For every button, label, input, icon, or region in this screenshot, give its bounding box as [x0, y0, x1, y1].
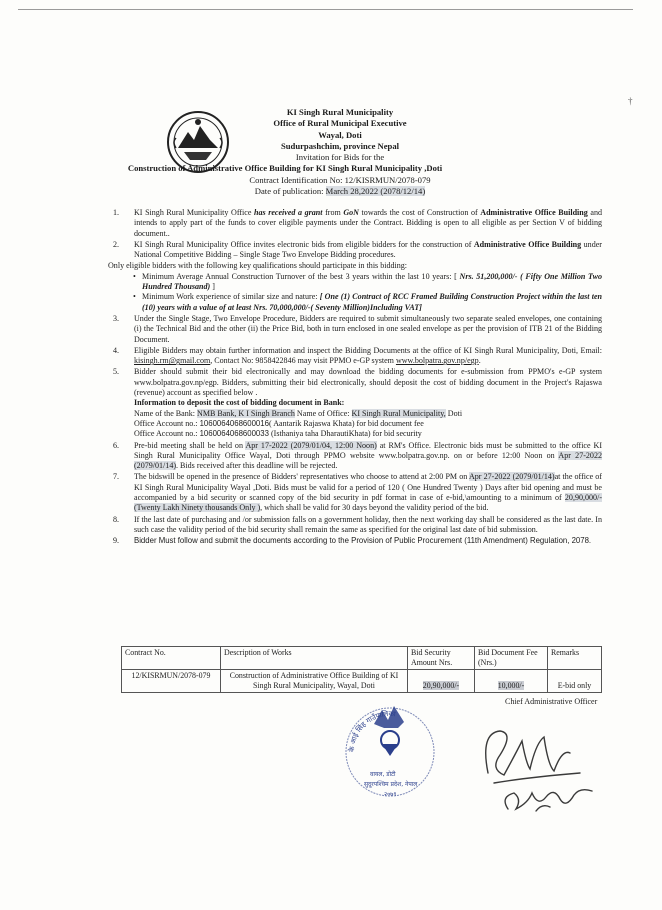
item-text-bold: Administrative Office Building — [480, 208, 588, 217]
item-text: Pre-bid meeting shall be held on — [134, 440, 246, 450]
deadline-date: Apr 27-2022 (2079/01/14) — [134, 450, 602, 471]
province-name: Sudurpashchim, province Nepal — [280, 140, 400, 151]
svg-text:सुदूरपश्चिम प्रदेश, नेपाल: सुदूरपश्चिम प्रदेश, नेपाल — [364, 781, 418, 788]
list-item — [108, 314, 602, 345]
notice-items — [108, 208, 602, 548]
list-item — [108, 346, 602, 367]
item-number: 3. — [113, 313, 120, 323]
publication-date-value: March 28,2022 (2078/12/14) — [325, 186, 426, 197]
invitation-line: Invitation for Bids for the — [295, 152, 385, 163]
item-text: ( Aantarik Rajaswa Khata) for bid document fee — [268, 418, 424, 428]
item-number: 6. — [113, 440, 120, 450]
item-text: Eligible Bidders may obtain further information and inspect the Bidding Documents at the office of KI Singh Rural Municipality, Doti, Email: — [134, 345, 602, 355]
letterhead — [127, 107, 530, 197]
margin-mark: † — [628, 96, 633, 106]
item-text: Minimum Work experience of similar size and nature: — [142, 292, 320, 302]
bid-security-amount: 20,90,000/- (Twenty Lakh Ninety thousands Only ) — [134, 493, 602, 513]
account-number: 1060064068600016 — [199, 418, 269, 428]
official-seal-icon — [340, 700, 440, 800]
contract-identification: Contract Identification No: 12/KISRMUN/2078-079 — [249, 174, 431, 185]
table-row — [122, 670, 602, 693]
table-header: Bid Security Amount Nrs. — [408, 647, 475, 670]
item-text: , Contact No: 9858422846 may visit PPMO e-GP system — [210, 356, 396, 366]
table-header: Remarks — [548, 647, 602, 670]
qualification-intro: Only eligible bidders with the following key qualifications should participate in this bidding: — [108, 261, 408, 271]
list-item — [108, 441, 602, 472]
seal-text: के आई सिंह गाउँपालिका — [347, 709, 396, 753]
item-number: 4. — [113, 345, 120, 355]
item-text: Doti — [445, 408, 463, 418]
table-cell: 12/KISRMUN/2078-079 — [122, 670, 221, 693]
account-number: 1060064068600033 — [199, 429, 269, 439]
item-text: from — [322, 208, 344, 217]
bullet-icon: • — [133, 271, 136, 281]
item-text: . — [478, 356, 481, 366]
list-item — [108, 367, 602, 439]
item-text: Under the Single Stage, Two Envelope Procedure, Bidders are required to submit simultaneously two separate sealed envelopes, one containing (i) the Technical Bid and the other (ii) the Price Bid, both in turn enclosed in one sealed envelope as per the provision of ITB 21 of the Bidding Document. — [134, 313, 602, 344]
bank-name: NMB Bank, K I Singh Branch — [197, 408, 295, 418]
table-header-row — [122, 647, 602, 670]
email-link[interactable]: kisingh.rm@gmail.com — [134, 356, 211, 366]
table-cell: 20,90,000/- — [422, 681, 460, 690]
bank-info-line — [134, 409, 602, 419]
table-header: Bid Document Fee (Nrs.) — [475, 647, 548, 670]
item-text: and intends to apply part of the funds to cover eligible payments under the Contract. Bidding is open to all eligible as per Section V of bidding document.. — [134, 208, 602, 238]
prebid-date: Apr 17-2022 (2079/01/04, 12:00 Noon) — [245, 440, 377, 450]
item-text: under National Competitive Bidding – Single Stage Two Envelope Bidding procedures. — [134, 239, 602, 260]
list-item — [108, 515, 602, 536]
item-text-emphasis: [ One (1) Contract of RCC Framed Building Construction Project within the last ten (10) years with a value of at least Nrs. 70,000,000/-( Seventy Million)Including VAT] — [142, 292, 602, 312]
office-name-value: KI Singh Rural Municipality, — [351, 408, 446, 418]
item-text: Office Account no.: — [134, 429, 200, 439]
account-line — [134, 419, 602, 429]
item-text: towards the cost of Construction of — [358, 208, 481, 217]
item-text: , which shall be valid for 30 days beyond the validity period of the bid. — [260, 503, 489, 513]
svg-text:२०७९: २०७९ — [384, 791, 397, 798]
item-text-emphasis: has received a grant — [254, 208, 323, 217]
list-item — [108, 536, 602, 546]
bullet-icon: • — [133, 292, 136, 302]
item-number: 8. — [113, 514, 120, 524]
account-line — [134, 429, 602, 439]
opening-date: Apr 27-2022 (2079/01/14) — [468, 472, 555, 482]
item-text: (Isthaniya taha DharautiKhata) for bid security — [268, 429, 422, 439]
item-text: Name of the Bank: — [134, 408, 198, 418]
qualification-bullet — [108, 272, 602, 293]
table-cell: Construction of Administrative Office Building of KI Singh Rural Municipality, Wayal, Doti — [221, 670, 408, 693]
table-cell: E-bid only — [548, 670, 602, 693]
item-text: Minimum Average Annual Construction Turnover of the best 3 years within the last 10 years: [ — [142, 271, 460, 281]
item-number: 7. — [113, 472, 120, 482]
item-text: . Bids received after this deadline will be rejected. — [176, 461, 338, 471]
list-item — [108, 208, 602, 239]
item-number: 9. — [113, 536, 120, 546]
office-name: Office of Rural Municipal Executive — [273, 118, 407, 129]
item-number: 2. — [113, 239, 120, 249]
list-item — [108, 472, 602, 513]
municipality-name: KI Singh Rural Municipality — [286, 107, 394, 117]
item-text: If the last date of purchasing and /or submission falls on a government holiday, then the next working day shall be considered as the last date. In such case the validity period of the bid security shall remain the same as specified for the original last date of bid submission. — [134, 514, 602, 534]
table-cell: 10,000/- — [497, 681, 525, 690]
bank-info-heading: Information to deposit the cost of bidding document in Bank: — [134, 398, 345, 408]
item-text: The bidswill be opened in the presence of Bidders' representatives who choose to attend at 2:00 PM on — [134, 472, 469, 482]
item-text: Office Account no.: — [134, 418, 200, 428]
item-number: 5. — [113, 367, 120, 377]
svg-text:वायल, डोटी: वायल, डोटी — [370, 771, 396, 778]
item-number: 1. — [113, 208, 120, 217]
project-title: Construction of Administrative Office Building for KI Singh Rural Municipality ,Doti — [127, 163, 443, 174]
item-text: Bidder should submit their bid electronically and may download the bidding documents for e-submission from PPMO's e-GP system www.bolpatra.gov.np/egp. Bidders, submitting their bid electronically, should deposit the cost of bidding document in the Project's Rajaswa (revenue) account as specified below . — [134, 367, 602, 398]
item-text-bold: Administrative Office Building — [473, 239, 582, 249]
item-text: KI Singh Rural Municipality Office invites electronic bids from eligible bidders for the construction of — [134, 239, 474, 249]
works-table — [121, 646, 602, 693]
item-text: Name of Office: — [294, 408, 352, 418]
signatory-title: Chief Administrative Officer — [505, 697, 598, 706]
publication-date — [150, 186, 530, 197]
item-text: at RM's Office. Electronic bids must be submitted to the office KI Singh Rural Municipality Office Wayal, Doti through PPMO website www.bolpatra.gov.np. on or before 12:00 Noon on — [134, 440, 602, 460]
table-header: Contract No. — [122, 647, 221, 670]
item-text: ] — [210, 282, 215, 292]
item-text: at the office of KI Singh Rural Municipality Wayal ,Doti. Bids must be valid for a period of 120 ( One Hundred Twenty ) Days after bid opening and must be accompanied by a bid security or scanned copy of the bid security in pdf format in case of e-bid,\amounting to a minimum of — [134, 472, 602, 503]
list-item — [108, 240, 602, 261]
top-rule — [18, 9, 633, 10]
item-text-emphasis: GoN — [343, 208, 359, 217]
item-text-emphasis: Nrs. 51,200,000/- ( Fifty One Million Two Hundred Thousand) — [142, 271, 602, 292]
item-text: KI Singh Rural Municipality Office — [134, 208, 254, 217]
publication-label: Date of publication: — [254, 186, 324, 197]
table-header: Description of Works — [221, 647, 408, 670]
egp-link[interactable]: www.bolpatra.gov.np/egp — [395, 356, 479, 366]
qualification-bullet — [108, 292, 602, 313]
item-text: Bidder Must follow and submit the documents according to the Provision of Public Procurement (11th Amendment) Regulation, 2078. — [134, 536, 592, 546]
office-location: Wayal, Doti — [318, 129, 362, 140]
handwritten-signature-icon — [470, 713, 610, 823]
